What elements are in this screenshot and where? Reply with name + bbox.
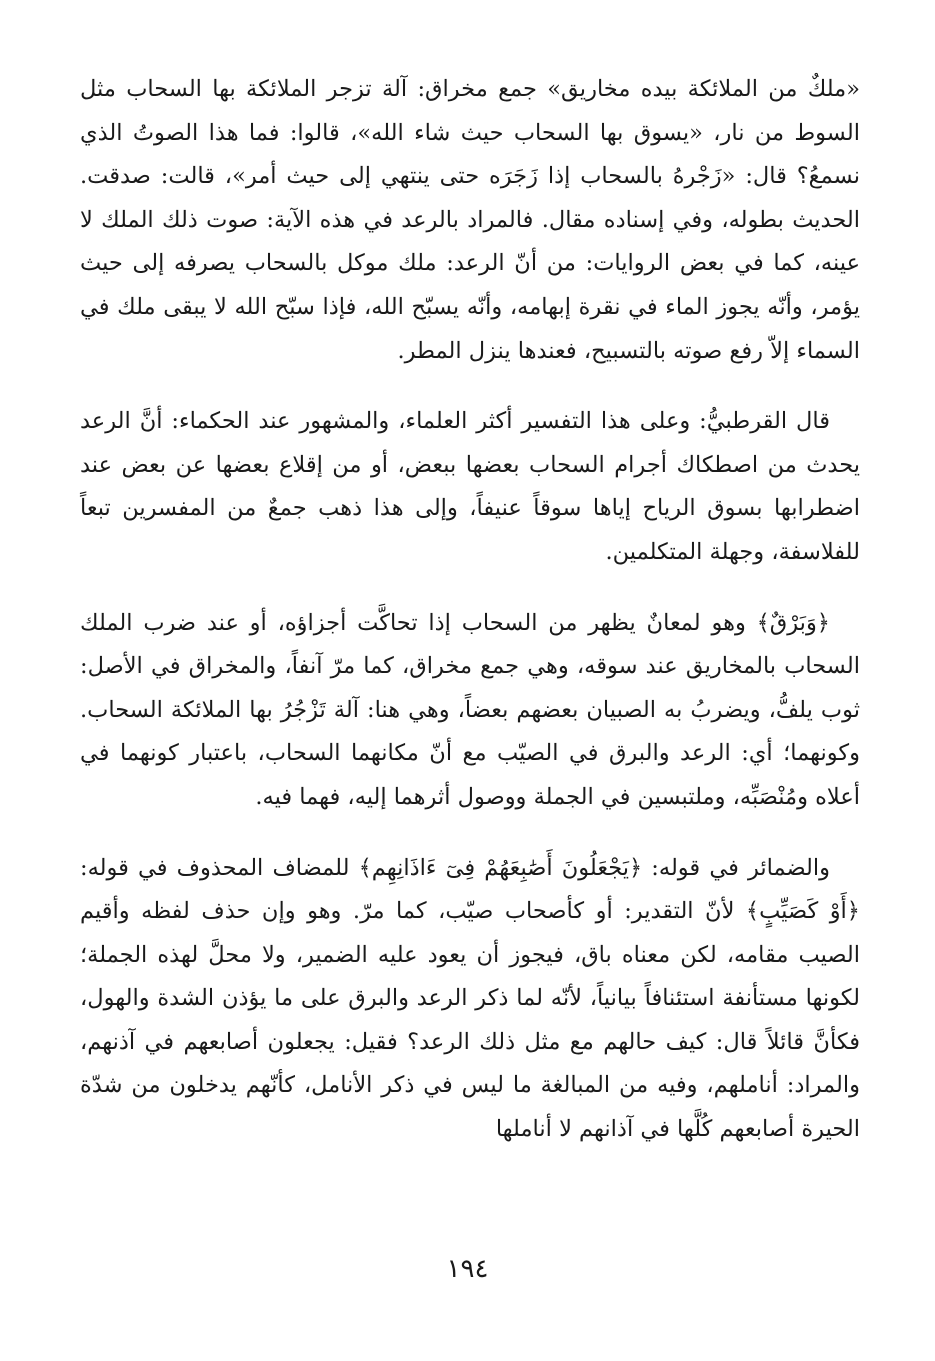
page-body	[80, 68, 860, 1152]
paragraph-3: ﴿وَبَرْقٌ﴾ وهو لمعانٌ يظهر من السحاب إذا تحاكَّت أجزاؤه، أو عند ضرب الملك السحاب بالمخاريق عند سوقه، وهي جمع مخراق، كما مرّ آنفاً، والمخراق في الأصل: ثوب يلفُّ، ويضربُ به الصبيان بعضهم بعضاً، وهي هنا: آلة تَزْجُرُ بها الملائكة السحاب. وكونهما؛ أي: الرعد والبرق في الصيّب مع أنّ مكانهما السحاب، باعتبار كونهما في أعلاه ومُنْصَبِّه، وملتبسين في الجملة ووصول أثرهما إليه، فهما فيه.	[80, 609, 860, 810]
paragraph-1: «ملكٌ من الملائكة بيده مخاريق» جمع مخراق: آلة تزجر الملائكة بها السحاب مثل السوط من نار، «يسوق بها السحاب حيث شاء الله»، قالوا: فما هذا الصوتُ الذي نسمعُ؟ قال: «زَجْرهُ بالسحاب إذا زَجَرَه حتى ينتهي إلى حيث أمر»، قالت: صدقت. الحديث بطوله، وفي إسناده مقال. فالمراد بالرعد في هذه الآية: صوت ذلك الملك لا عينه، كما في بعض الروايات: من أنّ الرعد: ملك موكل بالسحاب يصرفه إلى حيث يؤمر، وأنّه يجوز الماء في نقرة إبهامه، وأنّه يسبّح الله، فإذا سبّح الله لا يبقى ملك في السماء إلاّ رفع صوته بالتسبيح، فعندها ينزل المطر.	[80, 76, 860, 364]
page-number: ١٩٤	[446, 1254, 489, 1284]
paragraph-2: قال القرطبيُّ: وعلى هذا التفسير أكثر العلماء، والمشهور عند الحكماء: أنَّ الرعد يحدث من اصطكاك أجرام السحاب بعضها ببعض، أو من إقلاع بعضها عن بعض عند اضطرابها بسوق الرياح إياها سوقاً عنيفاً، وإلى هذا ذهب جمعٌ من المفسرين تبعاً للفلاسفة، وجهلة المتكلمين.	[80, 408, 860, 565]
paragraph-4: والضمائر في قوله: ﴿يَجْعَلُونَ أَصَٰبِعَهُمْ فِىٓ ءَاذَانِهِم﴾ للمضاف المحذوف في قوله: ﴿أَوْ كَصَيِّبٍ﴾ لأنّ التقدير: أو كأصحاب صيّب، كما مرّ. وهو وإن حذف لفظه وأقيم الصيب مقامه، لكن معناه باق، فيجوز أن يعود عليه الضمير، ولا محلَّ لهذه الجملة؛ لكونها مستأنفة استئنافاً بيانياً، لأنّه لما ذكر الرعد والبرق على ما يؤذن الشدة والهول، فكأنَّ قائلاً قال: كيف حالهم مع مثل ذلك الرعد؟ فقيل: يجعلون أصابعهم في آذنهم، والمراد: أناملهم، وفيه من المبالغة ما ليس في ذكر الأنامل، كأنّهم يدخلون من شدّة الحيرة أصابعهم كُلَّها في آذانهم لا أناملها	[80, 854, 860, 1143]
